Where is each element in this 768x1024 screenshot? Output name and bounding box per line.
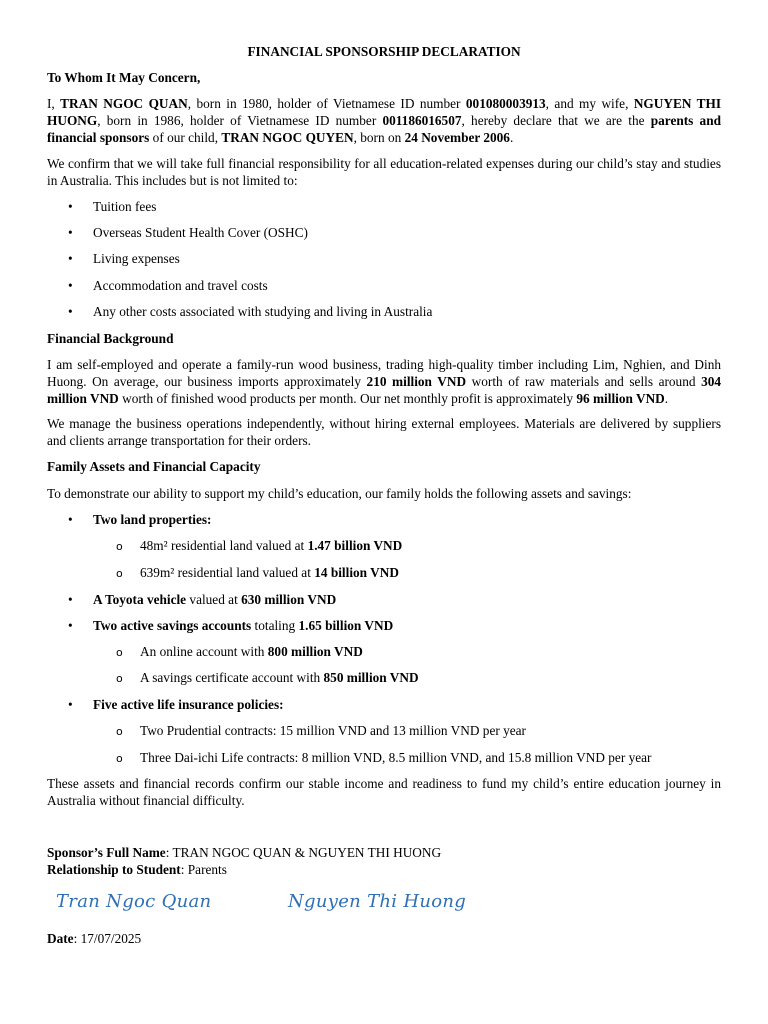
sponsor-1-id: 001080003913: [465, 96, 546, 111]
document-title: FINANCIAL SPONSORSHIP DECLARATION: [247, 44, 521, 59]
monthly-sales: 304 million VND: [47, 374, 722, 406]
bullet-marker: •: [68, 697, 73, 712]
land-item: 48m² residential land valued at 1.47 billion VND: [140, 538, 403, 553]
expense-item: Living expenses: [93, 251, 180, 266]
sub-bullet-marker: o: [116, 752, 123, 765]
date-line: Date: 17/07/2025: [47, 931, 142, 946]
bullet-marker: •: [68, 592, 73, 607]
sub-bullet-marker: o: [116, 540, 123, 553]
sponsor-2-name: NGUYEN THI HUONG: [47, 96, 721, 128]
sponsor-2-id: 001186016507: [382, 113, 462, 128]
business-paragraph: I am self-employed and operate a family-run wood business, trading high-quality timber including Lim, Nghien, and Dinh Huong. On average, our business imports approximately 210 million VND worth of raw materials and sells around 304 million VND worth of finished wood products per month. Our net monthly profit is approximately 96 million VND.: [47, 357, 722, 406]
relationship-line: Relationship to Student: Parents: [47, 862, 227, 877]
monthly-imports: 210 million VND: [366, 374, 467, 389]
land-properties-label: Two land properties:: [93, 512, 212, 527]
vehicle-item: A Toyota vehicle valued at 630 million VND: [93, 592, 337, 607]
bullet-marker: •: [68, 199, 73, 214]
savings-account-item: An online account with 800 million VND: [140, 644, 363, 659]
expense-item: Tuition fees: [93, 199, 157, 214]
sponsor-role: parents and financial sponsors: [47, 113, 721, 145]
closing-paragraph: These assets and financial records confirm our stable income and readiness to fund my child’s entire education journey in Australia without financial difficulty.: [47, 776, 721, 808]
insurance-item: Three Dai-ichi Life contracts: 8 million VND, 8.5 million VND, and 15.8 million VND per year: [140, 750, 652, 765]
sub-bullet-marker: o: [116, 567, 123, 580]
confirm-paragraph: We confirm that we will take full financial responsibility for all education-related expenses during our child’s stay and studies in Australia. This includes but is not limited to:: [47, 156, 721, 188]
sponsor-1-name: TRAN NGOC QUAN: [60, 96, 188, 111]
savings-item: Two active savings accounts totaling 1.65 billion VND: [93, 618, 394, 633]
insurance-label: Five active life insurance policies:: [93, 697, 284, 712]
sub-bullet-marker: o: [116, 646, 123, 659]
bullet-marker: •: [68, 251, 73, 266]
monthly-profit: 96 million VND: [576, 391, 665, 406]
bullet-marker: •: [68, 618, 73, 633]
bullet-marker: •: [68, 225, 73, 240]
insurance-item: Two Prudential contracts: 15 million VND and 13 million VND per year: [140, 723, 526, 738]
savings-account-item: A savings certificate account with 850 million VND: [140, 670, 419, 685]
financial-background-heading: Financial Background: [47, 331, 174, 346]
salutation: To Whom It May Concern,: [47, 70, 201, 85]
sponsor-name-line: Sponsor’s Full Name: TRAN NGOC QUAN & NGUYEN THI HUONG: [47, 845, 442, 860]
bullet-marker: •: [68, 278, 73, 293]
assets-heading: Family Assets and Financial Capacity: [47, 459, 261, 474]
operations-paragraph: We manage the business operations independently, without hiring external employees. Materials are delivered by suppliers and clients arrange transportation for their orders.: [47, 416, 721, 448]
signature-nguyen-thi-huong: Nguyen Thi Huong: [288, 891, 467, 912]
intro-paragraph: I, TRAN NGOC QUAN, born in 1980, holder of Vietnamese ID number 001080003913, and my wife, NGUYEN THI HUONG, born in 1986, holder of Vietnamese ID number 001186016507, hereby declare that we are the parents and financial sponsors of our child, TRAN NGOC QUYEN, born on 24 November 2006.: [47, 96, 721, 145]
expense-item: Accommodation and travel costs: [93, 278, 268, 293]
bullet-marker: •: [68, 304, 73, 319]
assets-intro: To demonstrate our ability to support my child’s education, our family holds the following assets and savings:: [47, 486, 632, 501]
student-birth-date: 24 November 2006: [404, 130, 510, 145]
sub-bullet-marker: o: [116, 725, 123, 738]
signature-tran-ngoc-quan: Tran Ngoc Quan: [56, 891, 212, 912]
expense-item: Any other costs associated with studying and living in Australia: [93, 304, 433, 319]
expense-item: Overseas Student Health Cover (OSHC): [93, 225, 308, 240]
student-name: TRAN NGOC QUYEN: [221, 130, 354, 145]
land-item: 639m² residential land valued at 14 billion VND: [140, 565, 399, 580]
bullet-marker: •: [68, 512, 73, 527]
sub-bullet-marker: o: [116, 672, 123, 685]
